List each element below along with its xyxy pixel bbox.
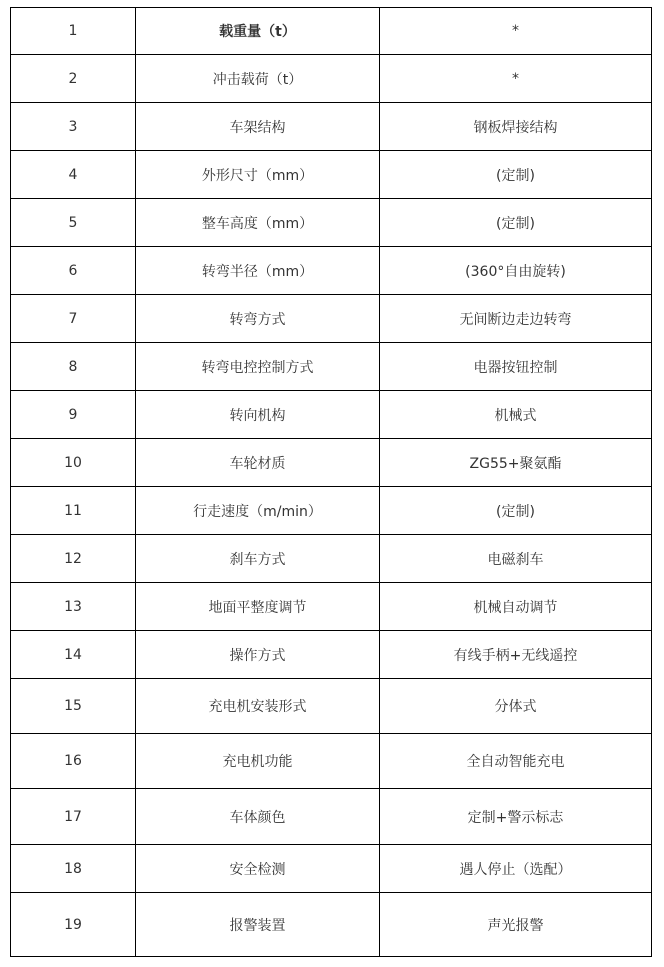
row-number: 2 [11, 55, 136, 103]
item-value: 电器按钮控制 [380, 343, 652, 391]
item-value: (定制) [380, 199, 652, 247]
row-number: 16 [11, 734, 136, 789]
item-name: 充电机功能 [136, 734, 380, 789]
item-name: 报警装置 [136, 893, 380, 957]
item-name: 车轮材质 [136, 439, 380, 487]
row-number: 8 [11, 343, 136, 391]
item-value: 声光报警 [380, 893, 652, 957]
item-value: 定制+警示标志 [380, 789, 652, 845]
item-value: 有线手柄+无线遥控 [380, 631, 652, 679]
spec-table [10, 7, 652, 957]
table-row [11, 295, 652, 343]
item-name: 刹车方式 [136, 535, 380, 583]
item-value: (360°自由旋转) [380, 247, 652, 295]
row-number: 17 [11, 789, 136, 845]
item-name: 整车高度（mm） [136, 199, 380, 247]
item-name: 安全检测 [136, 845, 380, 893]
row-number: 7 [11, 295, 136, 343]
row-number: 5 [11, 199, 136, 247]
row-number: 13 [11, 583, 136, 631]
table-row [11, 893, 652, 957]
table-row [11, 631, 652, 679]
table-row [11, 8, 652, 55]
item-name: 转弯电控控制方式 [136, 343, 380, 391]
row-number: 4 [11, 151, 136, 199]
table-row [11, 151, 652, 199]
table-row [11, 789, 652, 845]
item-value: 全自动智能充电 [380, 734, 652, 789]
item-value: (定制) [380, 151, 652, 199]
table-row [11, 679, 652, 734]
item-name: 冲击载荷（t） [136, 55, 380, 103]
spec-table-body [11, 8, 652, 957]
row-number: 15 [11, 679, 136, 734]
item-value: * [380, 55, 652, 103]
item-name: 转弯方式 [136, 295, 380, 343]
item-name: 车体颜色 [136, 789, 380, 845]
item-name: 载重量（t） [136, 8, 380, 55]
item-value: ZG55+聚氨酯 [380, 439, 652, 487]
item-value: 机械自动调节 [380, 583, 652, 631]
row-number: 3 [11, 103, 136, 151]
row-number: 19 [11, 893, 136, 957]
item-value: (定制) [380, 487, 652, 535]
table-row [11, 583, 652, 631]
table-row [11, 247, 652, 295]
table-row [11, 845, 652, 893]
item-value: 遇人停止（选配） [380, 845, 652, 893]
table-row [11, 391, 652, 439]
row-number: 18 [11, 845, 136, 893]
row-number: 10 [11, 439, 136, 487]
item-name: 地面平整度调节 [136, 583, 380, 631]
row-number: 9 [11, 391, 136, 439]
table-row [11, 487, 652, 535]
table-row [11, 535, 652, 583]
row-number: 12 [11, 535, 136, 583]
item-name: 行走速度（m/min） [136, 487, 380, 535]
table-row [11, 734, 652, 789]
item-name: 外形尺寸（mm） [136, 151, 380, 199]
item-value: 钢板焊接结构 [380, 103, 652, 151]
item-name: 充电机安装形式 [136, 679, 380, 734]
item-value: 机械式 [380, 391, 652, 439]
row-number: 6 [11, 247, 136, 295]
table-row [11, 199, 652, 247]
row-number: 14 [11, 631, 136, 679]
row-number: 1 [11, 8, 136, 55]
table-row [11, 55, 652, 103]
table-row [11, 439, 652, 487]
table-row [11, 103, 652, 151]
item-name: 转弯半径（mm） [136, 247, 380, 295]
item-name: 车架结构 [136, 103, 380, 151]
item-name: 转向机构 [136, 391, 380, 439]
item-value: * [380, 8, 652, 55]
item-name: 操作方式 [136, 631, 380, 679]
table-row [11, 343, 652, 391]
row-number: 11 [11, 487, 136, 535]
item-value: 电磁刹车 [380, 535, 652, 583]
item-value: 无间断边走边转弯 [380, 295, 652, 343]
item-value: 分体式 [380, 679, 652, 734]
